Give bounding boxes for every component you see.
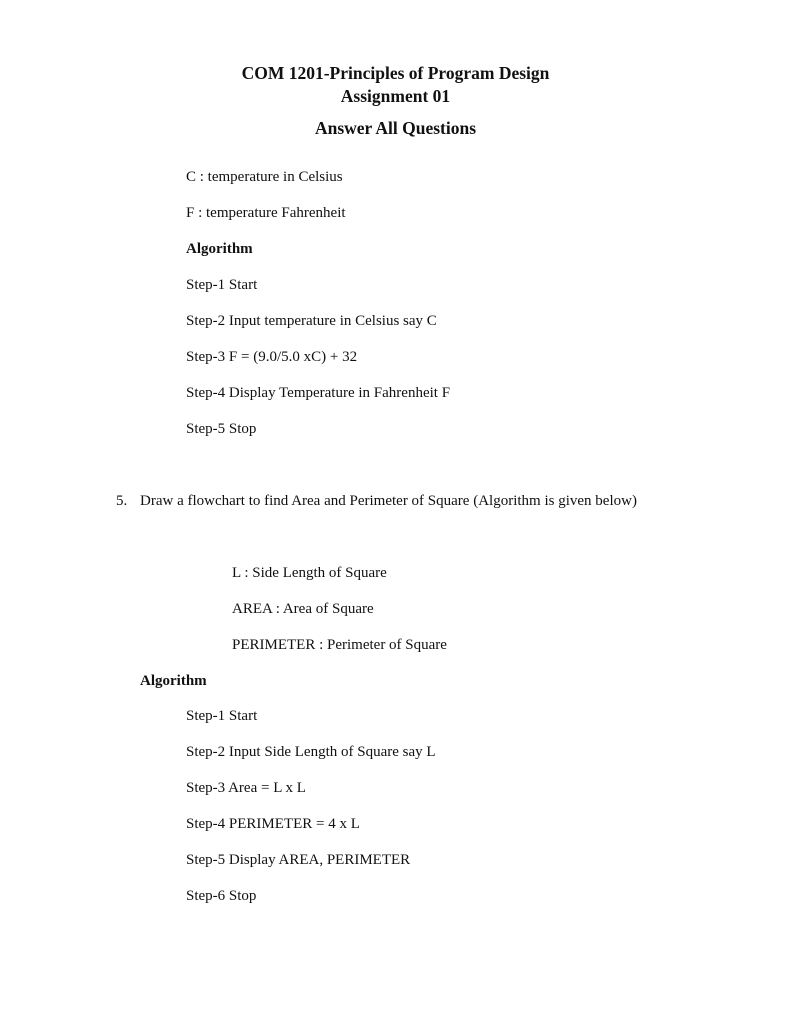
question-prompt: Draw a flowchart to find Area and Perimeter of Square (Algorithm is given below) [140,493,637,509]
step-item: Step-2 Input Side Length of Square say L [186,744,436,760]
step-item: Step-1 Start [186,708,258,724]
variable-fahrenheit: F : temperature Fahrenheit [186,205,346,221]
question-number: 5. [116,493,128,509]
instruction-heading: Answer All Questions [314,118,477,138]
step-item: Step-3 Area = L x L [186,780,306,796]
step-item: Step-1 Start [186,277,258,293]
variable-area: AREA : Area of Square [232,601,374,617]
variable-side-length: L : Side Length of Square [232,565,387,581]
step-item: Step-4 PERIMETER = 4 x L [186,816,360,832]
algorithm-heading: Algorithm [186,241,253,257]
step-item: Step-3 F = (9.0/5.0 xC) + 32 [186,349,358,365]
step-item: Step-4 Display Temperature in Fahrenheit F [186,385,451,401]
course-title: COM 1201-Principles of Program Design [241,63,550,83]
step-item: Step-5 Display AREA, PERIMETER [186,852,411,868]
step-item: Step-5 Stop [186,421,257,437]
algorithm-heading: Algorithm [140,673,207,689]
variable-perimeter: PERIMETER : Perimeter of Square [232,637,447,653]
step-item: Step-2 Input temperature in Celsius say C [186,313,437,329]
assignment-title: Assignment 01 [340,86,451,106]
variable-celsius: C : temperature in Celsius [186,169,343,185]
step-item: Step-6 Stop [186,888,257,904]
